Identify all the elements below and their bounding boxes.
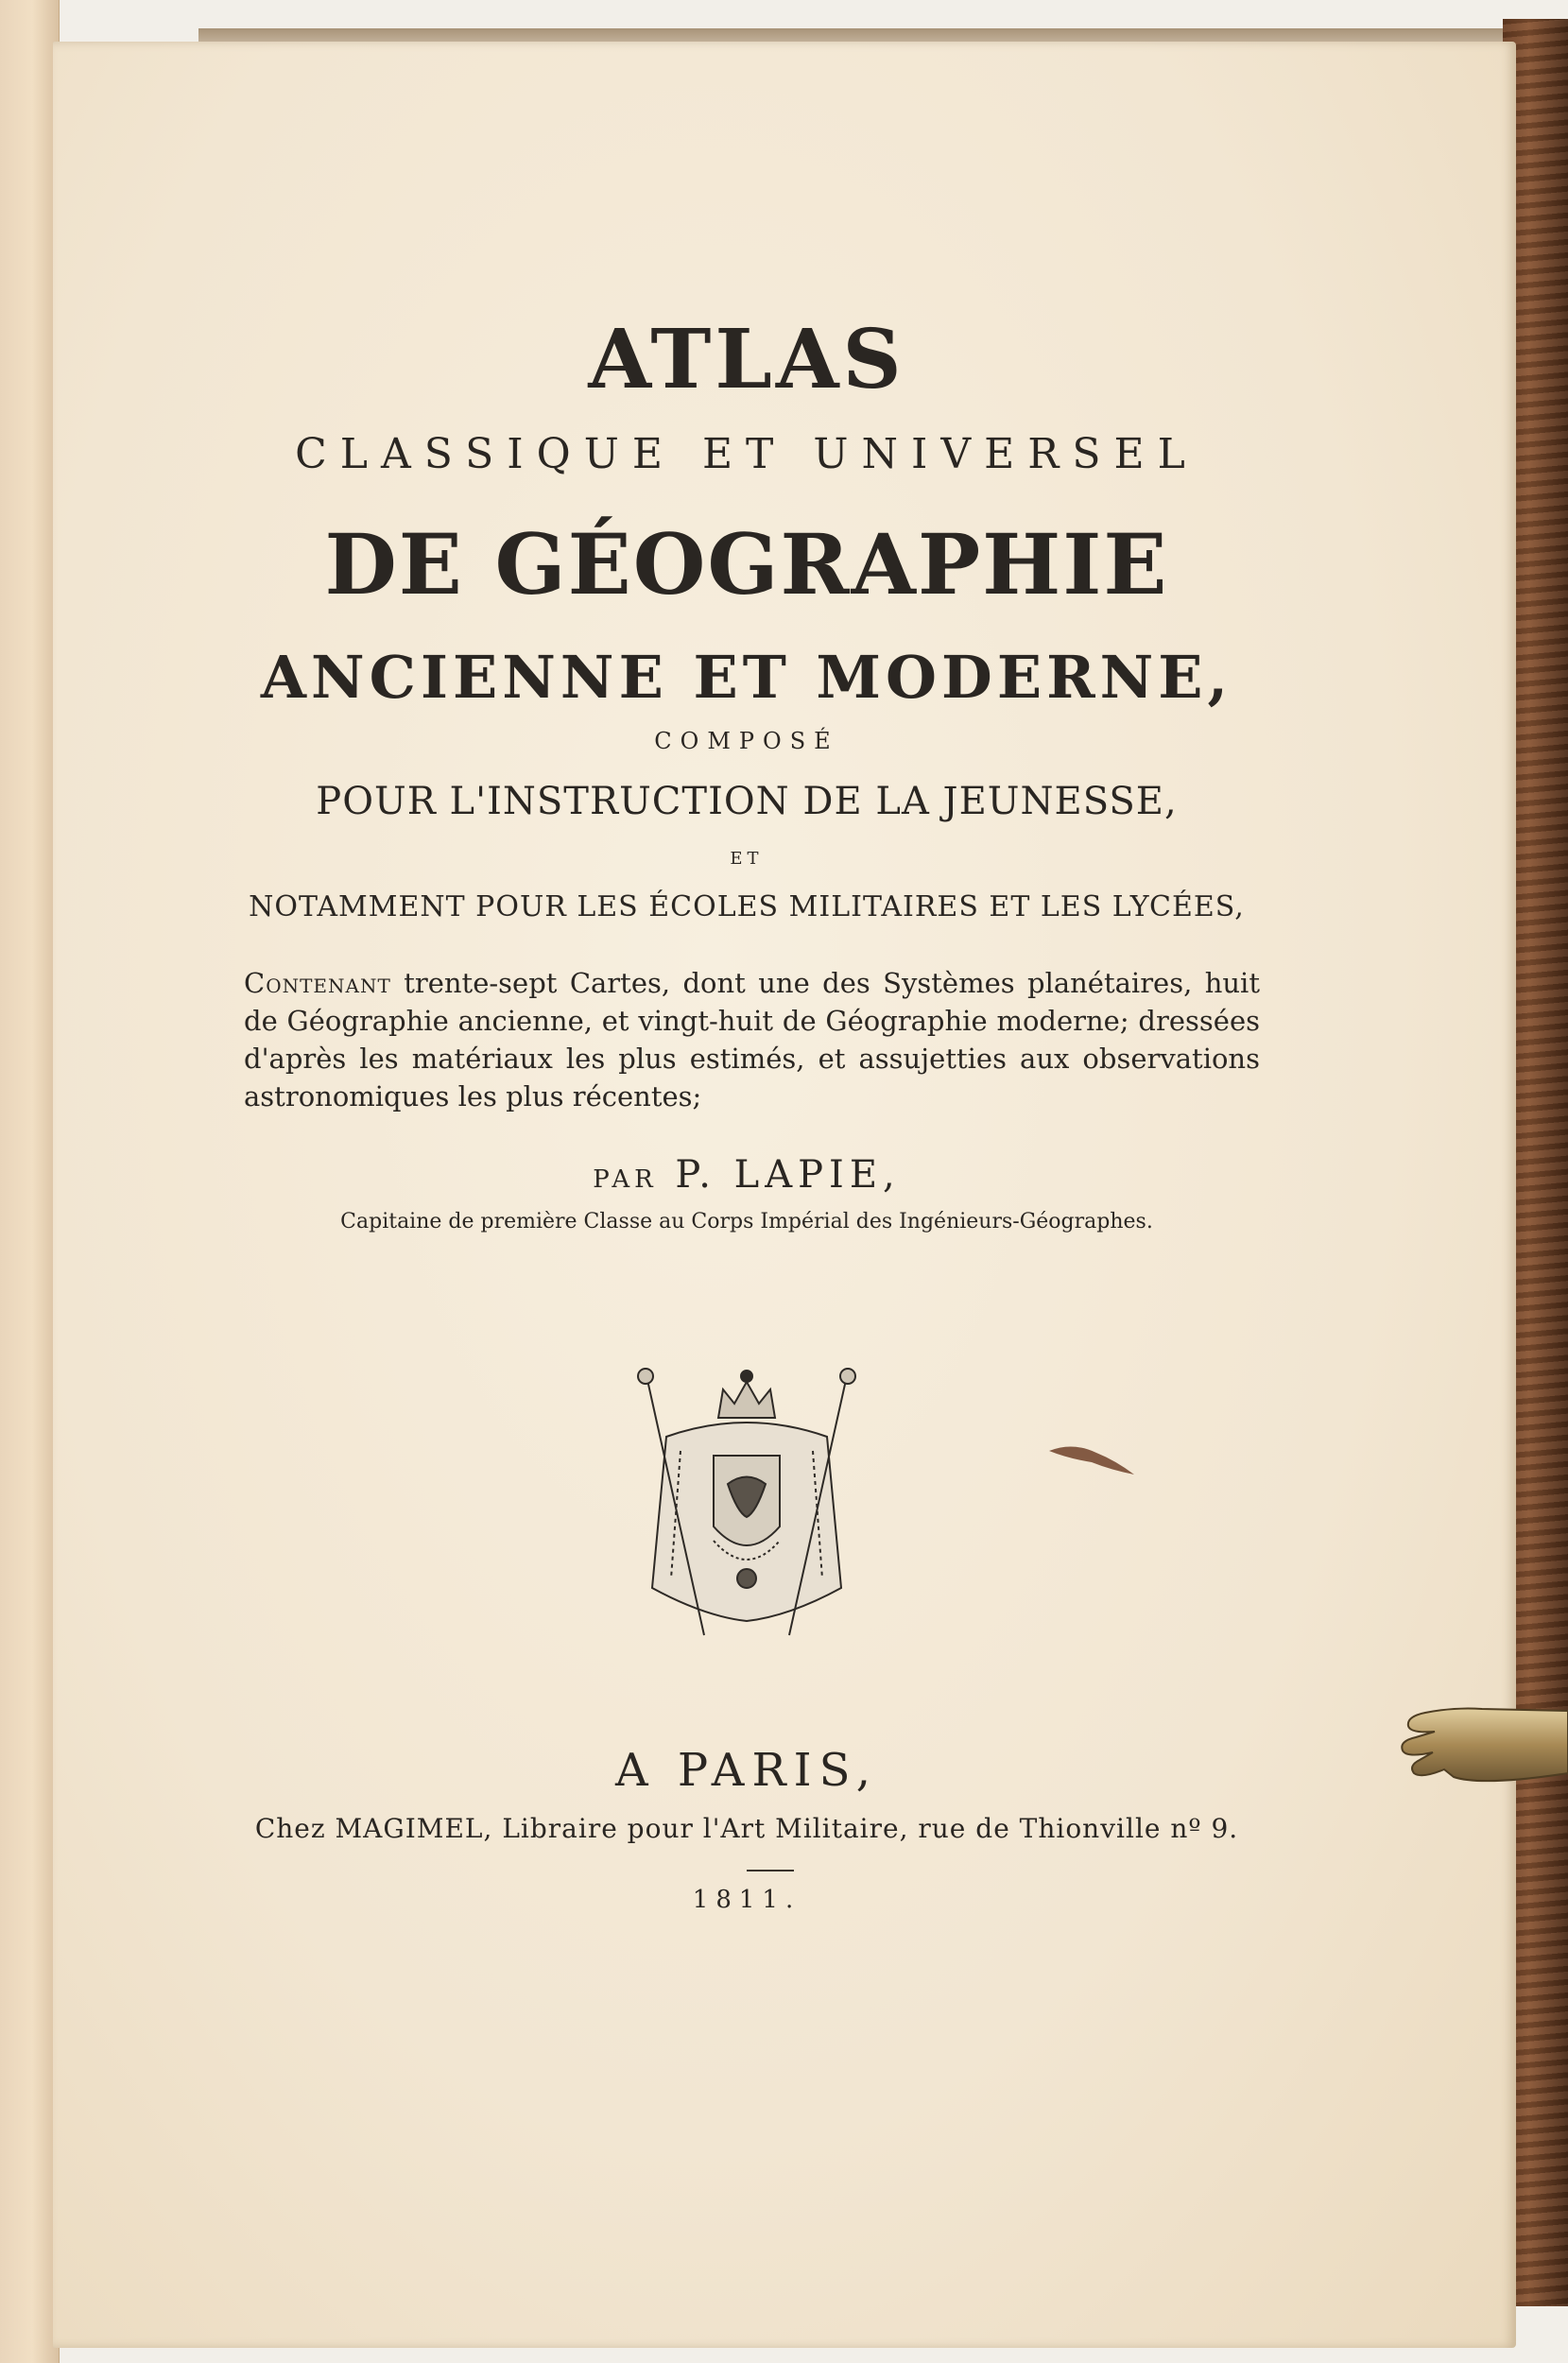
et-label: ET — [730, 849, 764, 869]
author-title: Capitaine de première Classe au Corps Impérial des Ingénieurs-Géographes. — [340, 1210, 1153, 1233]
notamment-line: NOTAMMENT POUR LES ÉCOLES MILITAIRES ET LES LYCÉES, — [249, 890, 1245, 923]
author-name: P. LAPIE, — [675, 1153, 901, 1197]
author-par: PAR — [593, 1165, 658, 1194]
title-geographie: DE GÉOGRAPHIE — [324, 515, 1169, 613]
subtitle-ancienne-moderne: ANCIENNE ET MODERNE, — [260, 643, 1233, 712]
compose-label: COMPOSÉ — [654, 728, 839, 754]
contents-lead: Contenant — [244, 967, 391, 999]
contents-text: trente-sept Cartes, dont une des Systèmes planétaires, huit de Géographie ancienne, et vingt-huit de Géographie moderne; dressées d'après les matériaux les plus estimés, et assujetties aux observations astronomiques les plus récentes; — [244, 967, 1260, 1113]
publisher-line: Chez MAGIMEL, Libraire pour l'Art Militaire, rue de Thionville nº 9. — [254, 1813, 1239, 1844]
contents-paragraph — [244, 964, 1260, 1115]
publication-year: 1811. — [692, 1886, 801, 1914]
ink-stain-icon — [1044, 1441, 1139, 1479]
subtitle-classique: CLASSIQUE ET UNIVERSEL — [295, 430, 1198, 478]
imperial-coat-of-arms-icon — [629, 1361, 865, 1645]
divider-rule — [747, 1870, 794, 1871]
title: ATLAS — [588, 312, 905, 407]
place-paris: A PARIS, — [614, 1744, 878, 1797]
brass-hand-clasp-icon — [1397, 1682, 1568, 1796]
pour-instruction-line: POUR L'INSTRUCTION DE LA JEUNESSE, — [316, 780, 1178, 823]
author-line — [0, 1153, 1493, 1197]
